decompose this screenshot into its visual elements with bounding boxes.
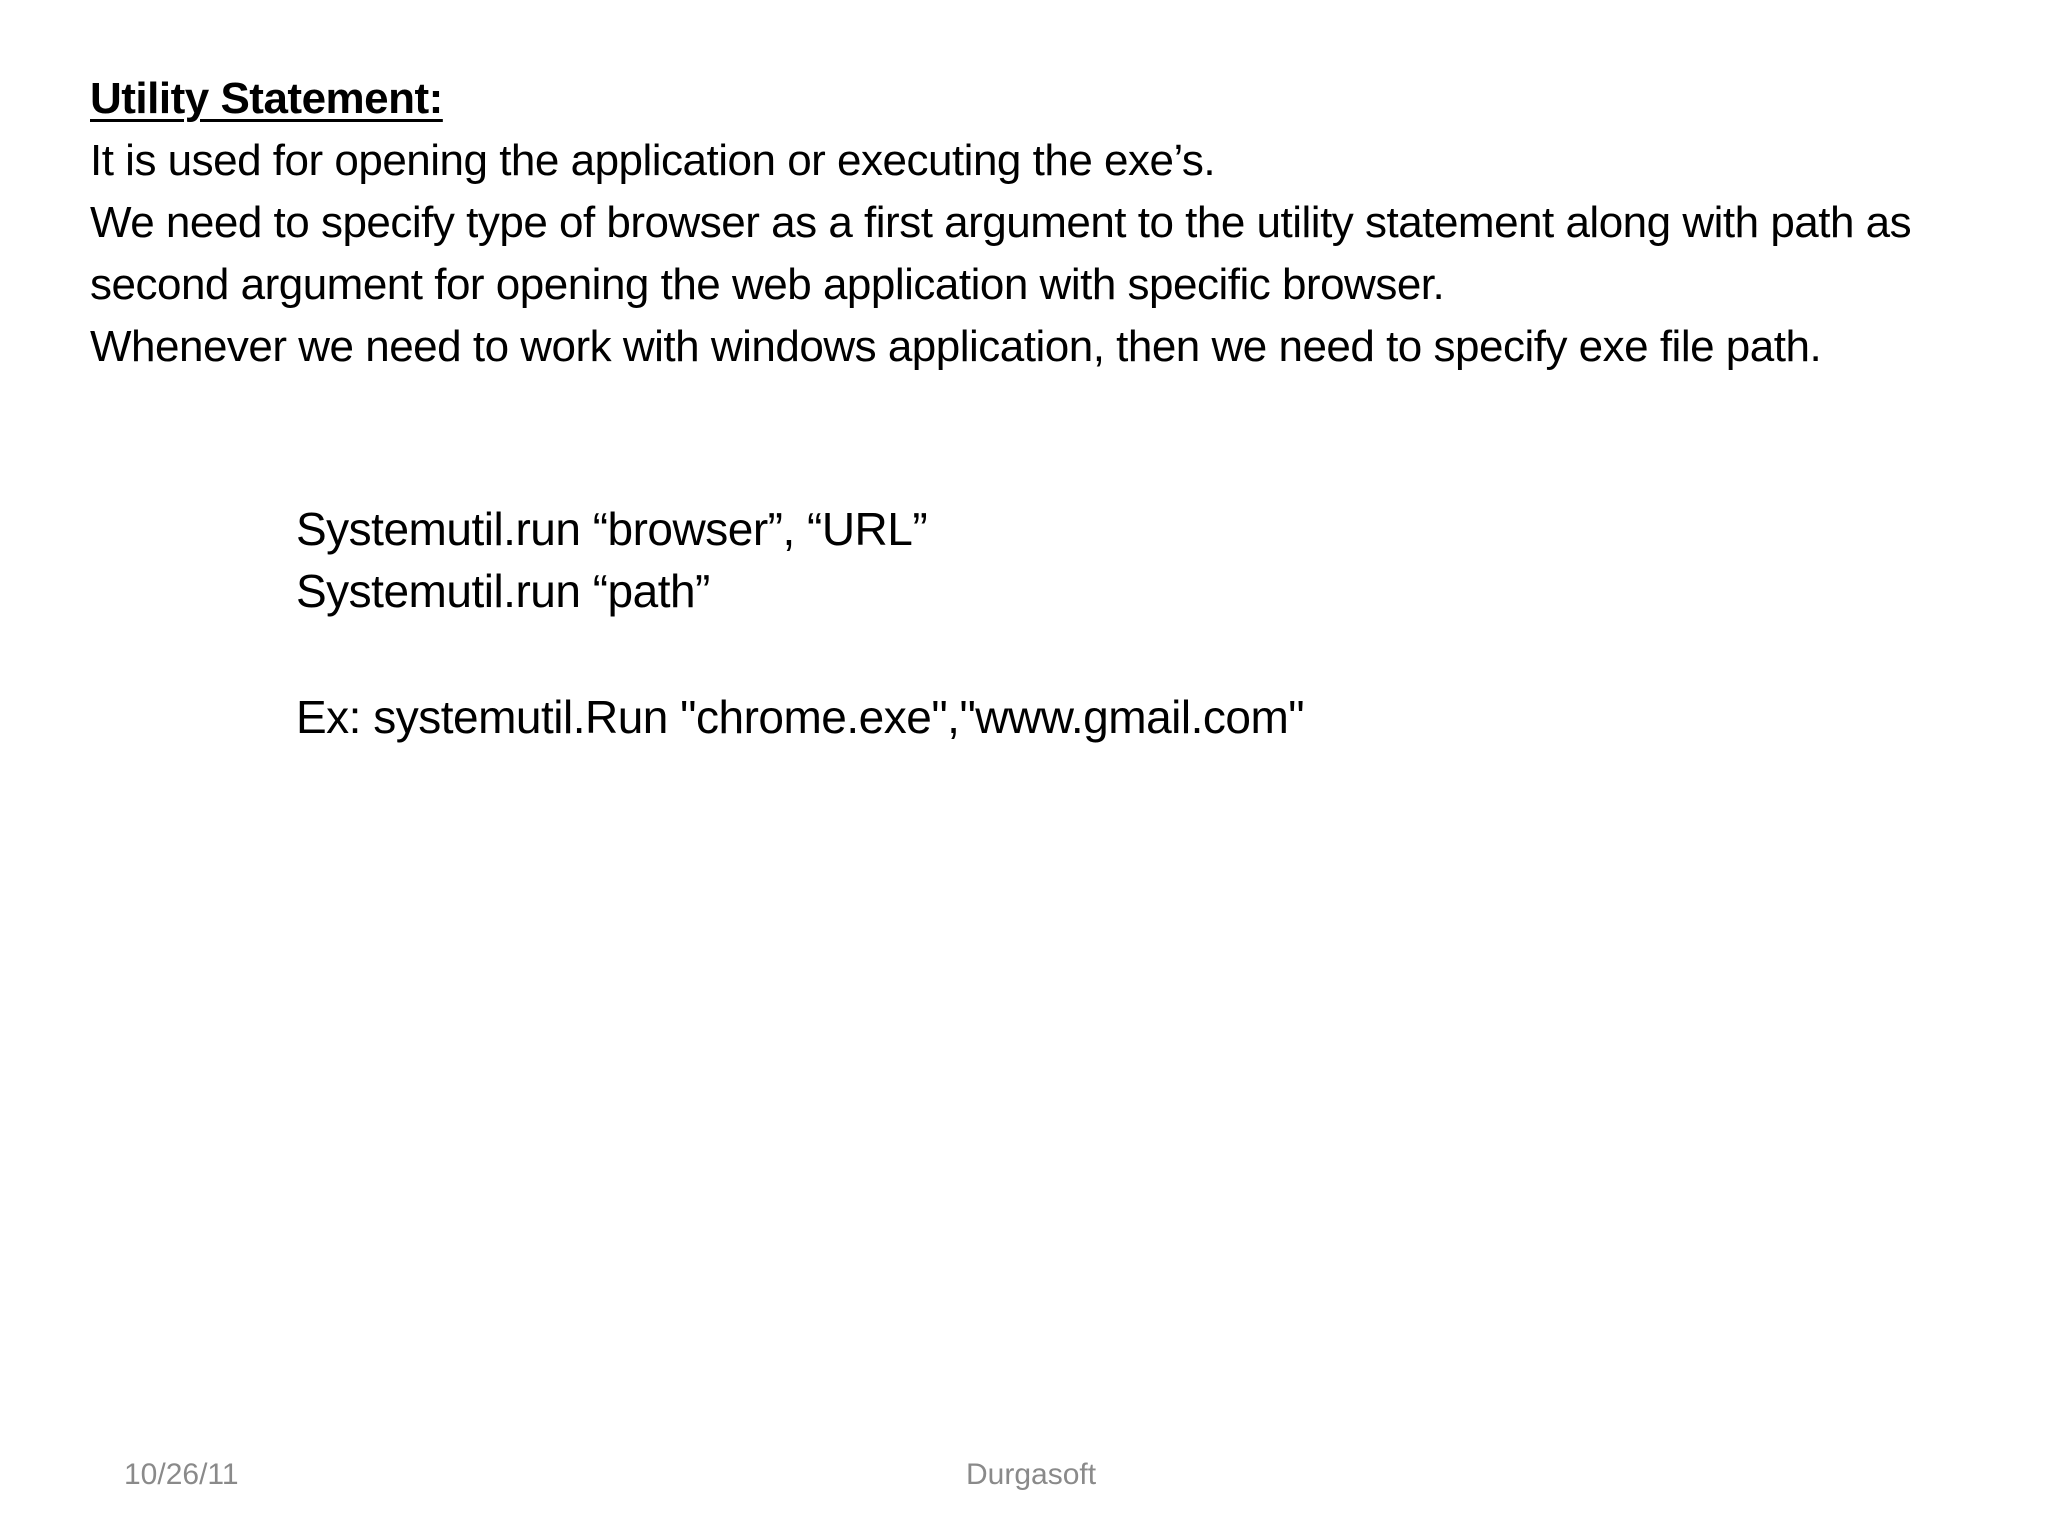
- example-line: Ex: systemutil.Run "chrome.exe","www.gmail.com": [296, 691, 1305, 743]
- slide-content: [90, 68, 1990, 378]
- paragraph-browser-arguments: We need to specify type of browser as a first argument to the utility statement along with path as second argument for opening the web application with specific browser.: [90, 198, 1912, 309]
- syntax-line-path: Systemutil.run “path”: [296, 565, 710, 617]
- syntax-line-browser: Systemutil.run “browser”, “URL”: [296, 503, 928, 555]
- footer-brand: Durgasoft: [966, 1458, 1097, 1491]
- slide-heading: Utility Statement:: [90, 74, 443, 123]
- syntax-block: [296, 498, 1696, 622]
- footer-date: 10/26/11: [124, 1458, 239, 1491]
- paragraph-windows-application: Whenever we need to work with windows application, then we need to specify exe file path.: [90, 322, 1822, 371]
- paragraph-purpose: It is used for opening the application or executing the exe’s.: [90, 136, 1216, 185]
